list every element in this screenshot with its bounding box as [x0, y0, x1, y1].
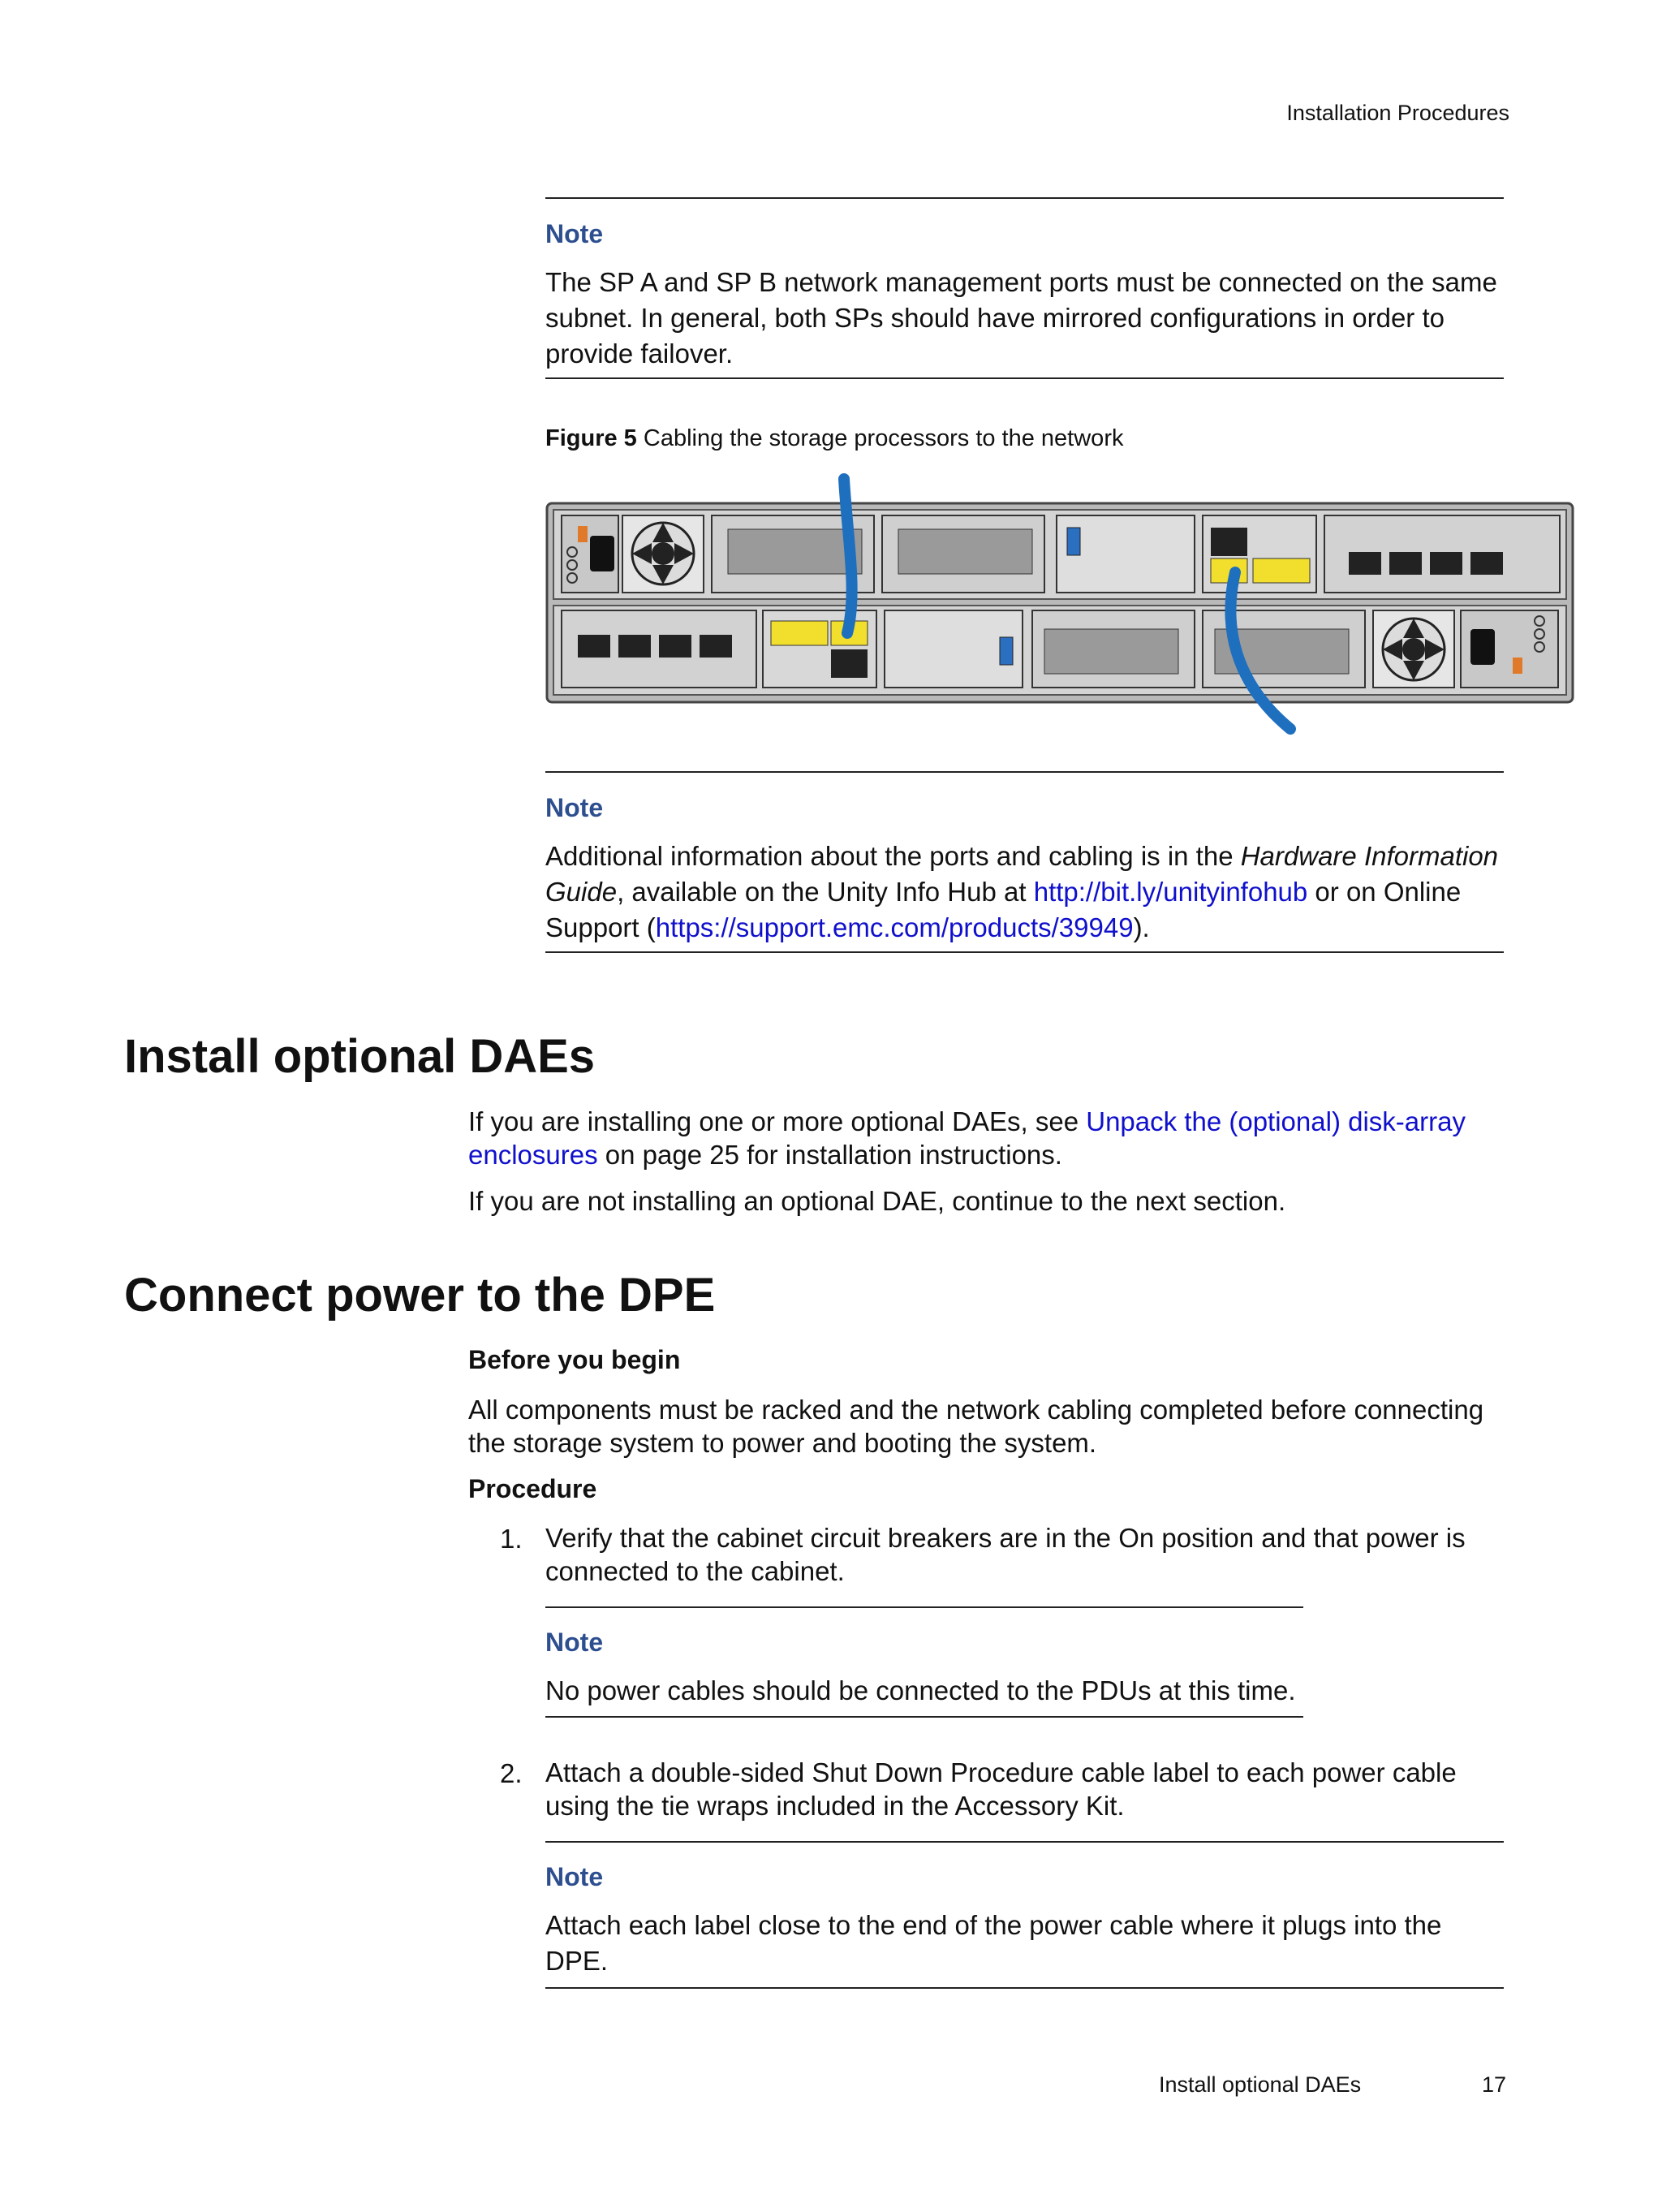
paragraph-text: on page 25 for installation instructions.	[597, 1140, 1062, 1170]
note-top-rule	[545, 197, 1504, 199]
service-port-highlight-a	[1253, 558, 1310, 583]
before-you-begin-text: All components must be racked and the network cabling completed before connecting the storage system to power and booting the system.	[468, 1395, 1484, 1458]
step-text: Verify that the cabinet circuit breakers are in the On position and that power is connected to the cabinet.	[545, 1523, 1466, 1586]
note-bottom-rule	[545, 377, 1504, 379]
step-text: Attach a double-sided Shut Down Procedure cable label to each power cable using the tie wraps included in the Accessory Kit.	[545, 1757, 1457, 1821]
figure-caption-text: Cabling the storage processors to the network	[643, 425, 1124, 451]
mgmt-port-b	[831, 649, 868, 678]
procedure-label: Procedure	[468, 1474, 597, 1503]
before-you-begin-label: Before you begin	[468, 1345, 681, 1374]
step-number: 1.	[500, 1524, 523, 1554]
note-text-part: or on Online Support (	[545, 877, 1462, 942]
note-bottom-rule	[545, 1987, 1504, 1989]
mgmt-port-a	[1211, 528, 1247, 556]
note-label: Note	[545, 793, 604, 822]
usb-port-icon	[1067, 528, 1080, 555]
figure-number: Figure 5	[545, 425, 637, 451]
psu-latch	[578, 526, 588, 542]
note-top-rule	[545, 771, 1504, 773]
power-inlet-icon	[590, 536, 614, 571]
guide-title: Hardware Information Guide	[545, 841, 1499, 907]
note-text: Attach each label close to the end of the power cable where it plugs into the DPE.	[545, 1910, 1442, 1976]
section-paragraph	[468, 1105, 1504, 1171]
note-top-rule	[545, 1606, 1303, 1608]
figure-caption	[545, 425, 1123, 452]
note-text	[545, 839, 1504, 946]
note-text: No power cables should be connected to the PDUs at this time.	[545, 1675, 1296, 1705]
section-paragraph: If you are not installing an optional DAE, continue to the next section.	[468, 1186, 1286, 1216]
section-heading: Install optional DAEs	[124, 1030, 596, 1083]
online-support-link[interactable]: https://support.emc.com/products/39949	[655, 912, 1134, 942]
section-heading: Connect power to the DPE	[124, 1269, 716, 1322]
unity-info-hub-link[interactable]: http://bit.ly/unityinfohub	[1033, 877, 1308, 907]
note-label: Note	[545, 219, 604, 248]
dpe-rear-illustration	[545, 471, 1576, 739]
note-label: Note	[545, 1862, 604, 1891]
step-number: 2.	[500, 1758, 523, 1788]
page-number: 17	[1482, 2072, 1507, 2097]
service-port-highlight-b	[771, 621, 828, 645]
paragraph-text: If you are installing one or more optional DAEs, see	[468, 1106, 1087, 1136]
note-bottom-rule	[545, 1716, 1303, 1718]
note-label: Note	[545, 1628, 604, 1657]
note-top-rule	[545, 1841, 1504, 1843]
note-text-part: ).	[1133, 912, 1150, 942]
note-bottom-rule	[545, 951, 1504, 953]
unpack-daes-link[interactable]: Unpack the (optional) disk-array enclosures	[468, 1106, 1466, 1170]
footer-section: Install optional DAEs	[1159, 2072, 1362, 2097]
note-text: The SP A and SP B network management ports must be connected on the same subnet. In general, both SPs should have mirrored configurations in order to provide failover.	[545, 267, 1497, 369]
note-text-part: Additional information about the ports and cabling is in the	[545, 841, 1241, 871]
note-text-part: , available on the Unity Info Hub at	[617, 877, 1034, 907]
running-header: Installation Procedures	[1286, 101, 1509, 125]
